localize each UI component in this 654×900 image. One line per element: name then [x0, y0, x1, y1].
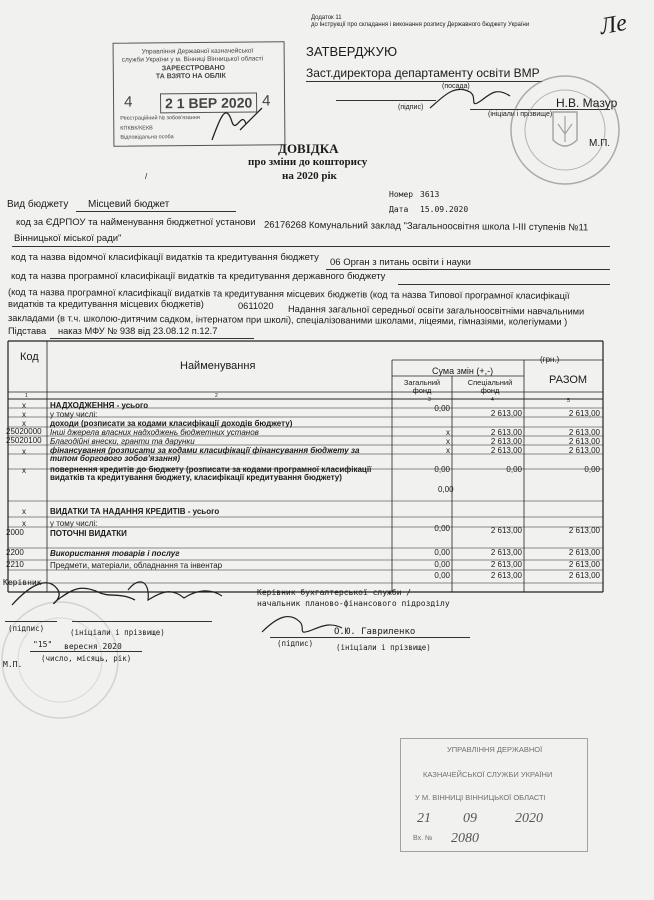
- row-code: 25020000: [6, 427, 42, 436]
- row-special-fund: 2 613,00: [490, 560, 522, 569]
- row-code: 25020100: [6, 436, 42, 445]
- col-num-4: 4: [491, 397, 494, 403]
- row-name: НАДХОДЖЕННЯ - усього: [50, 401, 149, 410]
- col-num-3: 3: [428, 397, 431, 403]
- row-general-fund: 0,00: [434, 571, 450, 580]
- edrpou-value-2: Вінницької міської ради": [14, 233, 122, 244]
- header-note-1: Додаток 11: [311, 15, 342, 21]
- accountant-initials-caption: (ініціали і прізвище): [336, 643, 431, 652]
- row-total: 2 613,00: [568, 446, 600, 455]
- row-total: 2 613,00: [568, 526, 600, 535]
- head-date-quote: "15": [33, 640, 53, 649]
- program-local-2: видатків та кредитування місцевих бюджетів): [8, 299, 204, 309]
- row-special-fund: 2 613,00: [490, 571, 522, 580]
- row-code: 2000: [6, 528, 24, 537]
- row-code: х: [22, 419, 26, 428]
- col-header-special-fund: Спеціальний фонд: [467, 378, 513, 395]
- row-code: х: [22, 466, 26, 475]
- treasury-stamp-month: 09: [463, 811, 477, 826]
- col-header-general-fund: Загальний фонд: [403, 378, 441, 395]
- row-general-fund: 0,00: [434, 548, 450, 557]
- row-name: Предмети, матеріали, обладнання та інвентар: [50, 561, 223, 570]
- row-name: Благодійні внески, гранти та дарунки: [50, 437, 195, 446]
- currency-label: (грн.): [540, 355, 560, 364]
- approval-sign-caption: (підпис): [398, 104, 424, 111]
- row-code: х: [22, 401, 26, 410]
- col-header-code: Код: [20, 351, 39, 363]
- head-label: Керівник: [3, 578, 42, 587]
- row-general-fund: 0,00: [434, 524, 450, 533]
- program-local-3: закладами (в т.ч. школою-дитячим садком, інтернатом при школі), спеціалізованими школами, ліцеями, гімназіями, колегіумами ): [7, 313, 568, 327]
- date-label: Дата: [389, 205, 409, 214]
- row-general-fund: 0,00: [434, 465, 450, 474]
- basis-value: наказ МФУ № 938 від 23.08.12 п.12.7: [58, 326, 218, 336]
- row-special-fund: 2 613,00: [490, 446, 522, 455]
- row-general-fund: х: [446, 437, 450, 446]
- head-initials-caption: (ініціали і прізвище): [70, 628, 165, 637]
- row-name: у тому числі:: [50, 519, 98, 528]
- treasury-stamp: [400, 738, 588, 852]
- stamp-line-5: Реєстраційний № зобов'язання: [120, 114, 200, 122]
- stamp-num-right: 4: [261, 92, 271, 110]
- stamp-line-1: Управління Державної казначейської: [141, 47, 254, 56]
- stamp-line-2: служби України у м. Вінниці Вінницької області: [121, 55, 264, 64]
- col-num-1: 1: [25, 393, 28, 399]
- header-note-2: до Інструкції про складання і виконання розпису Державного бюджету України: [311, 22, 530, 28]
- row-code: х: [22, 447, 26, 456]
- accountant-label-1: Керівник бухгалтерської служби /: [257, 588, 412, 597]
- stamp-line-4: ТА ВЗЯТО НА ОБЛІК: [155, 72, 226, 81]
- treasury-stamp-year: 2020: [515, 811, 543, 826]
- treasury-stamp-reg-value: 2080: [451, 831, 479, 846]
- number-value: 3613: [420, 190, 440, 199]
- small-mark: /: [145, 172, 148, 181]
- row-name: Інші джерела власних надходжень бюджетних установ: [50, 428, 259, 437]
- number-label: Номер: [389, 190, 414, 199]
- row-code: х: [22, 507, 26, 516]
- approval-name-caption: (ініціали і прізвище): [488, 111, 553, 118]
- stamp-line-7: Відповідальна особа: [120, 134, 174, 141]
- stamp-date: 2 1 ВЕР 2020: [160, 92, 257, 113]
- program-state-label: код та назва програмної класифікації видатків та кредитування державного бюджету: [11, 271, 386, 282]
- treasury-stamp-line-2: КАЗНАЧЕЙСЬКОЇ СЛУЖБИ УКРАЇНИ: [423, 770, 553, 779]
- accountant-sign-caption: (підпис): [277, 639, 314, 648]
- treasury-stamp-line-3: У М. ВІННИЦІ ВІННИЦЬКОЇ ОБЛАСТІ: [415, 793, 546, 802]
- head-mp: М.П.: [3, 660, 23, 669]
- corner-handwritten-mark: Ле: [597, 9, 629, 41]
- approval-position-caption: (посада): [442, 83, 470, 90]
- basis-label: Підстава: [8, 326, 47, 336]
- col-header-name: Найменування: [180, 360, 256, 372]
- row-name: у тому числі:: [50, 410, 98, 419]
- row-name: повернення кредитів до бюджету (розписати за кодами програмної класифікації видатків та кредитування бюджету, класифікації кредитування бюджету): [50, 465, 372, 482]
- program-local-code: 0611020: [238, 301, 274, 311]
- row-name: Використання товарів і послуг: [50, 549, 180, 558]
- dept-label: код та назва відомчої класифікації видатків та кредитування бюджету: [11, 252, 319, 263]
- row-special-fund: 2 613,00: [490, 409, 522, 418]
- row-name: ПОТОЧНІ ВИДАТКИ: [50, 529, 127, 538]
- row-special-fund: 2 613,00: [490, 437, 522, 446]
- row-total: 0,00: [584, 465, 600, 474]
- budget-type-value: Місцевий бюджет: [88, 199, 170, 210]
- accountant-name: О.Ю. Гавриленко: [334, 627, 416, 637]
- edrpou-value: 26176268 Комунальний заклад "Загальноосвітня школа І-ІІІ ступенів №11: [263, 219, 589, 234]
- row-total: 2 613,00: [568, 571, 600, 580]
- stamp-num-left: 4: [123, 93, 133, 111]
- col-header-total: РАЗОМ: [549, 374, 588, 386]
- row-name: ВИДАТКИ ТА НАДАННЯ КРЕДИТІВ - усього: [50, 507, 220, 516]
- col-num-2: 2: [215, 393, 218, 399]
- doc-subtitle: про зміни до кошторису: [248, 156, 368, 168]
- col-header-sum: Сума змін (+,-): [432, 366, 494, 376]
- row-total: 2 613,00: [568, 548, 600, 557]
- treasury-stamp-reg-label: Вх. №: [413, 835, 433, 842]
- date-value: 15.09.2020: [420, 205, 469, 214]
- program-local-value: Надання загальної середньої освіти загальноосвітніми навчальними: [287, 304, 585, 317]
- stamp-line-6: КПКВК/КЕКВ: [120, 125, 153, 132]
- accountant-label-2: начальник планово-фінансового підрозділу: [257, 599, 450, 608]
- approval-title: ЗАТВЕРДЖУЮ: [306, 44, 398, 59]
- row-general-fund: 0,00: [434, 404, 450, 413]
- dept-value: 06 Орган з питань освіти і науки: [330, 257, 471, 268]
- row-total: 2 613,00: [568, 560, 600, 569]
- row-general-fund: 0,00: [434, 560, 450, 569]
- row-special-fund: 2 613,00: [490, 428, 522, 437]
- doc-title: ДОВІДКА: [278, 141, 339, 156]
- approval-position: Заст.директора департаменту освіти ВМР: [306, 66, 540, 80]
- head-date-month: вересня 2020: [64, 642, 122, 651]
- program-local-label: (код та назва програмної класифікації видатків та кредитування місцевих бюджетів (код та назва Типової програмної класифікації: [7, 287, 570, 301]
- row-special-fund: 2 613,00: [490, 526, 522, 535]
- treasury-stamp-day: 21: [417, 811, 431, 826]
- stamp-line-3: ЗАРЕЄСТРОВАНО: [161, 64, 226, 73]
- extra-zero-value: 0,00: [438, 485, 454, 494]
- row-name: фінансування (розписати за кодами класифікації фінансування бюджету за типом боргового зобов'язання): [50, 446, 360, 463]
- doc-year: на 2020 рік: [282, 170, 337, 182]
- row-code: х: [22, 410, 26, 419]
- head-sign-caption: (підпис): [8, 624, 45, 633]
- row-general-fund: х: [446, 428, 450, 437]
- row-total: 2 613,00: [568, 409, 600, 418]
- row-code: х: [22, 519, 26, 528]
- col-num-5: 5: [567, 398, 570, 404]
- approval-name: Н.В. Мазур: [556, 96, 618, 110]
- row-special-fund: 0,00: [506, 465, 522, 474]
- row-special-fund: 2 613,00: [490, 548, 522, 557]
- row-name: доходи (розписати за кодами класифікації доходів бюджету): [50, 419, 293, 428]
- row-total: 2 613,00: [568, 437, 600, 446]
- row-general-fund: х: [446, 446, 450, 455]
- head-date-caption: (число, місяць, рік): [41, 654, 132, 663]
- row-code: 2210: [6, 560, 24, 569]
- treasury-stamp-line-1: УПРАВЛІННЯ ДЕРЖАВНОЇ: [447, 745, 543, 754]
- row-code: 2200: [6, 548, 24, 557]
- row-total: 2 613,00: [568, 428, 600, 437]
- approval-mp: М.П.: [589, 138, 611, 149]
- edrpou-label: код за ЄДРПОУ та найменування бюджетної установи: [16, 217, 256, 228]
- budget-type-label: Вид бюджету: [7, 199, 69, 210]
